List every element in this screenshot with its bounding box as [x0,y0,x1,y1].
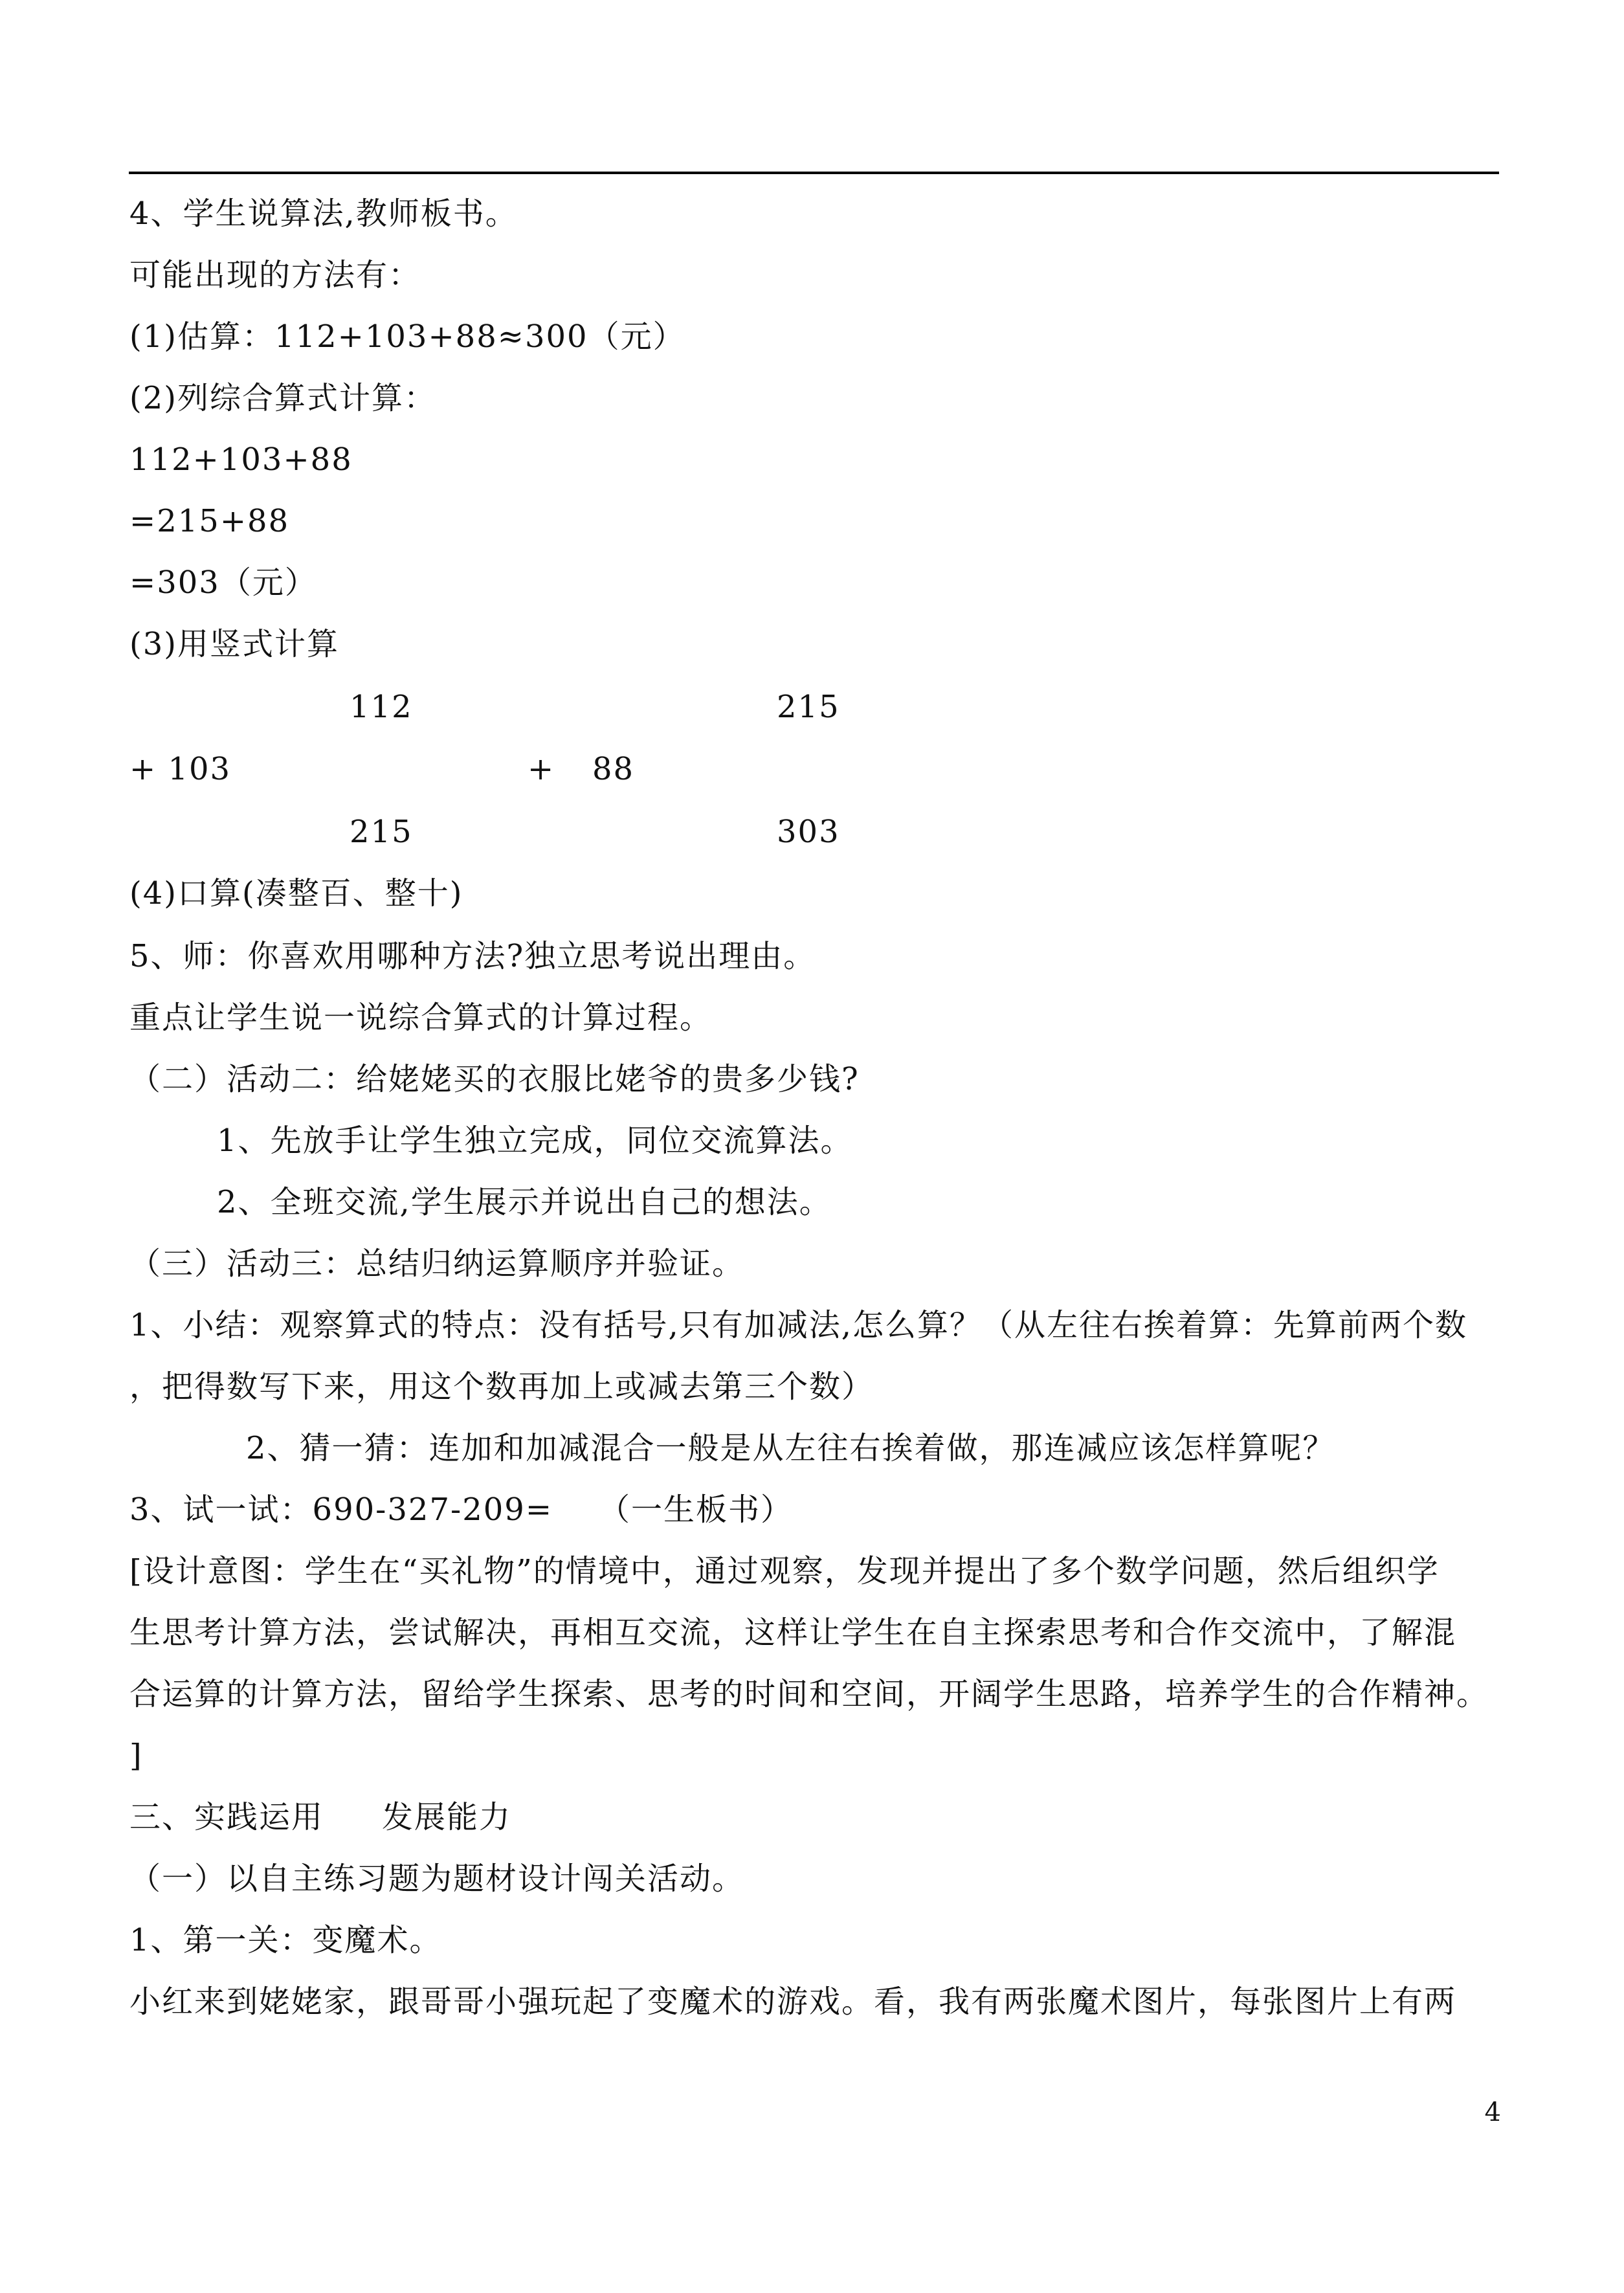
vertical-calc-number: 88 [592,751,635,787]
text-line: 2、猜一猜：连加和加减混合一般是从左往右挨着做，那连减应该怎样算呢？ [246,1430,1335,1466]
text-line: 1、先放手让学生独立完成，同位交流算法。 [217,1123,853,1159]
vertical-calc-number: 112 [350,689,413,725]
text-line: (4)口算(凑整百、整十) [129,875,463,912]
text-line: 小红来到姥姥家，跟哥哥小强玩起了变魔术的游戏。看，我有两张魔术图片，每张图片上有两 [129,1984,1457,2020]
text-line: （三）活动三：总结归纳运算顺序并验证。 [129,1246,745,1282]
text-line: [设计意图：学生在“买礼物”的情境中，通过观察，发现并提出了多个数学问题，然后组织学 [129,1553,1440,1589]
vertical-calc-result: 215 [350,814,413,850]
text-line: （一）以自主练习题为题材设计闯关活动。 [129,1861,745,1897]
vertical-calc-number: 215 [777,689,840,725]
text-line: ] [129,1738,143,1774]
text-line: 112+103+88 [129,442,353,478]
text-line: (2)列综合算式计算： [129,380,436,416]
text-line: 3、试一试：690-327-209= [129,1492,553,1528]
text-line: （一生板书） [599,1492,794,1528]
text-line: =215+88 [129,503,290,539]
text-line: 合运算的计算方法，留给学生探索、思考的时间和空间，开阔学生思路，培养学生的合作精神。 [129,1676,1489,1712]
text-line: 1、第一关：变魔术。 [129,1922,442,1958]
vertical-calc-operator: + [528,751,555,787]
text-line: 可能出现的方法有： [129,257,421,293]
text-line: ，把得数写下来，用这个数再加上或减去第三个数） [129,1369,874,1405]
text-line: 重点让学生说一说综合算式的计算过程。 [129,1000,713,1036]
page-number: 4 [1484,2097,1501,2127]
text-line: 5、师：你喜欢用哪种方法?独立思考说出理由。 [129,938,816,974]
text-line: (1)估算：112+103+88≈300（元） [129,319,685,355]
vertical-calc-number: + 103 [129,751,232,787]
text-line: （二）活动二：给姥姥买的衣服比姥爷的贵多少钱? [129,1061,860,1097]
text-line: 生思考计算方法，尝试解决，再相互交流，这样让学生在自主探索思考和合作交流中，了解混 [129,1615,1457,1651]
text-line: 2、全班交流,学生展示并说出自己的想法。 [217,1184,832,1220]
section-heading: 发展能力 [382,1799,512,1835]
text-line: (3)用竖式计算 [129,626,339,662]
text-line: 4、学生说算法,教师板书。 [129,196,518,232]
header-rule [129,172,1499,174]
text-line: =303（元） [129,565,317,601]
vertical-calc-result: 303 [777,814,840,850]
section-heading: 三、实践运用 [129,1799,324,1835]
text-line: 1、小结：观察算式的特点：没有括号,只有加减法,怎么算？（从左往右挨着算：先算前两个数 [129,1307,1468,1343]
